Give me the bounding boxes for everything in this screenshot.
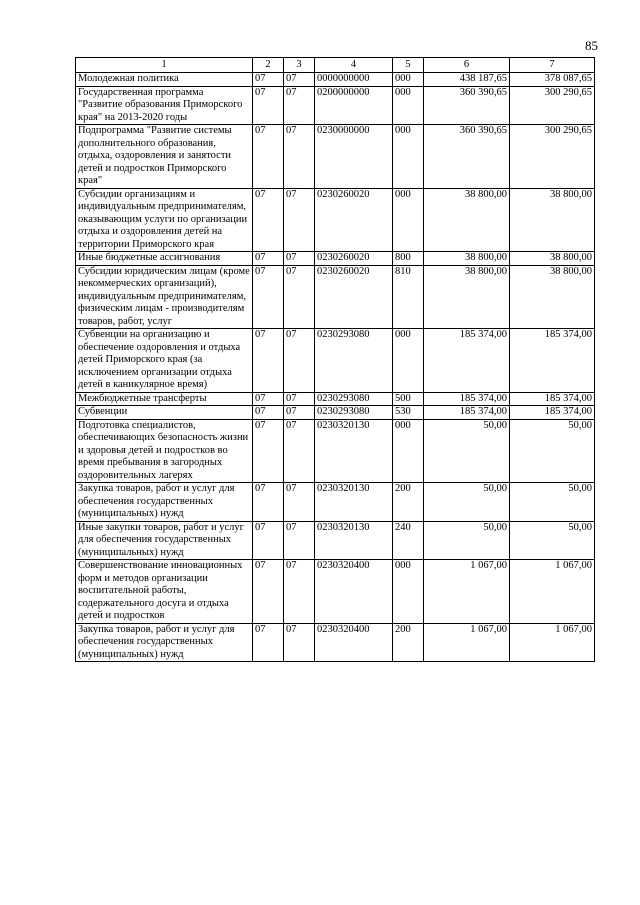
- amount-col7-cell: 50,00: [510, 419, 595, 483]
- section-code-cell: 07: [253, 329, 284, 393]
- amount-col7-cell: 185 374,00: [510, 406, 595, 420]
- amount-col6-cell: 1 067,00: [424, 623, 510, 662]
- row-name-cell: Молодежная политика: [76, 73, 253, 87]
- target-article-cell: 0230320130: [315, 419, 393, 483]
- subsection-code-cell: 07: [284, 86, 315, 125]
- expense-type-cell: 000: [393, 73, 424, 87]
- subsection-code-cell: 07: [284, 329, 315, 393]
- subsection-code-cell: 07: [284, 521, 315, 560]
- amount-col6-cell: 38 800,00: [424, 188, 510, 252]
- section-code-cell: 07: [253, 188, 284, 252]
- target-article-cell: 0230293080: [315, 329, 393, 393]
- expense-type-cell: 000: [393, 419, 424, 483]
- col-header: 7: [510, 58, 595, 73]
- amount-col6-cell: 185 374,00: [424, 329, 510, 393]
- subsection-code-cell: 07: [284, 73, 315, 87]
- row-name-cell: Подпрограмма "Развитие системы дополнительного образования, отдыха, оздоровления и занятости детей и подростков Приморского края": [76, 125, 253, 189]
- section-code-cell: 07: [253, 560, 284, 624]
- expense-type-cell: 240: [393, 521, 424, 560]
- target-article-cell: 0230293080: [315, 406, 393, 420]
- expense-type-cell: 500: [393, 392, 424, 406]
- amount-col7-cell: 38 800,00: [510, 265, 595, 329]
- subsection-code-cell: 07: [284, 419, 315, 483]
- row-name-cell: Субсидии юридическим лицам (кроме некоммерческих организаций), индивидуальным предпринимателям, физическим лицам - производителям товаров, работ, услуг: [76, 265, 253, 329]
- row-name-cell: Иные закупки товаров, работ и услуг для обеспечения государственных (муниципальных) нужд: [76, 521, 253, 560]
- subsection-code-cell: 07: [284, 265, 315, 329]
- row-name-cell: Закупка товаров, работ и услуг для обеспечения государственных (муниципальных) нужд: [76, 483, 253, 522]
- expense-type-cell: 810: [393, 265, 424, 329]
- amount-col6-cell: 50,00: [424, 419, 510, 483]
- subsection-code-cell: 07: [284, 125, 315, 189]
- table-row: [76, 125, 595, 189]
- expense-type-cell: 800: [393, 252, 424, 266]
- subsection-code-cell: 07: [284, 560, 315, 624]
- amount-col7-cell: 185 374,00: [510, 329, 595, 393]
- subsection-code-cell: 07: [284, 392, 315, 406]
- table-row: [76, 265, 595, 329]
- amount-col7-cell: 50,00: [510, 521, 595, 560]
- row-name-cell: Субвенции: [76, 406, 253, 420]
- row-name-cell: Государственная программа "Развитие образования Приморского края" на 2013-2020 годы: [76, 86, 253, 125]
- col-header: 4: [315, 58, 393, 73]
- section-code-cell: 07: [253, 406, 284, 420]
- amount-col7-cell: 50,00: [510, 483, 595, 522]
- row-name-cell: Иные бюджетные ассигнования: [76, 252, 253, 266]
- amount-col6-cell: 50,00: [424, 483, 510, 522]
- amount-col6-cell: 360 390,65: [424, 125, 510, 189]
- row-name-cell: Субсидии организациям и индивидуальным предпринимателям, оказывающим услуги по организации отдыха и оздоровления детей на территории Приморского края: [76, 188, 253, 252]
- subsection-code-cell: 07: [284, 252, 315, 266]
- amount-col6-cell: 438 187,65: [424, 73, 510, 87]
- expense-type-cell: 000: [393, 86, 424, 125]
- col-header: 1: [76, 58, 253, 73]
- section-code-cell: 07: [253, 392, 284, 406]
- table-row: [76, 406, 595, 420]
- section-code-cell: 07: [253, 86, 284, 125]
- target-article-cell: 0230320400: [315, 560, 393, 624]
- section-code-cell: 07: [253, 252, 284, 266]
- row-name-cell: Подготовка специалистов, обеспечивающих безопасность жизни и здоровья детей и подростков во время пребывания в загородных оздоровительных лагерях: [76, 419, 253, 483]
- row-name-cell: Субвенции на организацию и обеспечение оздоровления и отдыха детей Приморского края (за исключением организации отдыха детей в каникулярное время): [76, 329, 253, 393]
- target-article-cell: 0230320130: [315, 483, 393, 522]
- amount-col6-cell: 38 800,00: [424, 265, 510, 329]
- target-article-cell: 0230293080: [315, 392, 393, 406]
- section-code-cell: 07: [253, 265, 284, 329]
- amount-col6-cell: 360 390,65: [424, 86, 510, 125]
- amount-col6-cell: 185 374,00: [424, 392, 510, 406]
- subsection-code-cell: 07: [284, 406, 315, 420]
- amount-col6-cell: 185 374,00: [424, 406, 510, 420]
- table-row: [76, 419, 595, 483]
- header-row: [76, 58, 595, 73]
- col-header: 2: [253, 58, 284, 73]
- budget-table: [75, 57, 595, 662]
- table-row: [76, 392, 595, 406]
- section-code-cell: 07: [253, 73, 284, 87]
- section-code-cell: 07: [253, 419, 284, 483]
- col-header: 3: [284, 58, 315, 73]
- amount-col7-cell: 185 374,00: [510, 392, 595, 406]
- amount-col7-cell: 300 290,65: [510, 125, 595, 189]
- row-name-cell: Закупка товаров, работ и услуг для обеспечения государственных (муниципальных) нужд: [76, 623, 253, 662]
- amount-col6-cell: 38 800,00: [424, 252, 510, 266]
- amount-col6-cell: 1 067,00: [424, 560, 510, 624]
- target-article-cell: 0230260020: [315, 252, 393, 266]
- expense-type-cell: 000: [393, 188, 424, 252]
- amount-col7-cell: 1 067,00: [510, 560, 595, 624]
- target-article-cell: 0200000000: [315, 86, 393, 125]
- page-number: 85: [585, 38, 598, 53]
- table-row: [76, 329, 595, 393]
- target-article-cell: 0230000000: [315, 125, 393, 189]
- amount-col7-cell: 378 087,65: [510, 73, 595, 87]
- target-article-cell: 0000000000: [315, 73, 393, 87]
- target-article-cell: 0230260020: [315, 188, 393, 252]
- table-row: [76, 73, 595, 87]
- expense-type-cell: 200: [393, 483, 424, 522]
- subsection-code-cell: 07: [284, 188, 315, 252]
- target-article-cell: 0230320400: [315, 623, 393, 662]
- table-row: [76, 560, 595, 624]
- section-code-cell: 07: [253, 521, 284, 560]
- amount-col7-cell: 38 800,00: [510, 188, 595, 252]
- amount-col6-cell: 50,00: [424, 521, 510, 560]
- table-row: [76, 623, 595, 662]
- amount-col7-cell: 1 067,00: [510, 623, 595, 662]
- expense-type-cell: 200: [393, 623, 424, 662]
- table-row: [76, 86, 595, 125]
- table-row: [76, 521, 595, 560]
- row-name-cell: Межбюджетные трансферты: [76, 392, 253, 406]
- section-code-cell: 07: [253, 483, 284, 522]
- section-code-cell: 07: [253, 623, 284, 662]
- section-code-cell: 07: [253, 125, 284, 189]
- col-header: 5: [393, 58, 424, 73]
- table-row: [76, 483, 595, 522]
- table-row: [76, 252, 595, 266]
- col-header: 6: [424, 58, 510, 73]
- expense-type-cell: 000: [393, 329, 424, 393]
- expense-type-cell: 000: [393, 125, 424, 189]
- row-name-cell: Совершенствование инновационных форм и методов организации воспитательной работы, содержательного досуга и отдыха детей и подростков: [76, 560, 253, 624]
- expense-type-cell: 530: [393, 406, 424, 420]
- amount-col7-cell: 38 800,00: [510, 252, 595, 266]
- amount-col7-cell: 300 290,65: [510, 86, 595, 125]
- table-row: [76, 188, 595, 252]
- target-article-cell: 0230320130: [315, 521, 393, 560]
- subsection-code-cell: 07: [284, 483, 315, 522]
- subsection-code-cell: 07: [284, 623, 315, 662]
- target-article-cell: 0230260020: [315, 265, 393, 329]
- expense-type-cell: 000: [393, 560, 424, 624]
